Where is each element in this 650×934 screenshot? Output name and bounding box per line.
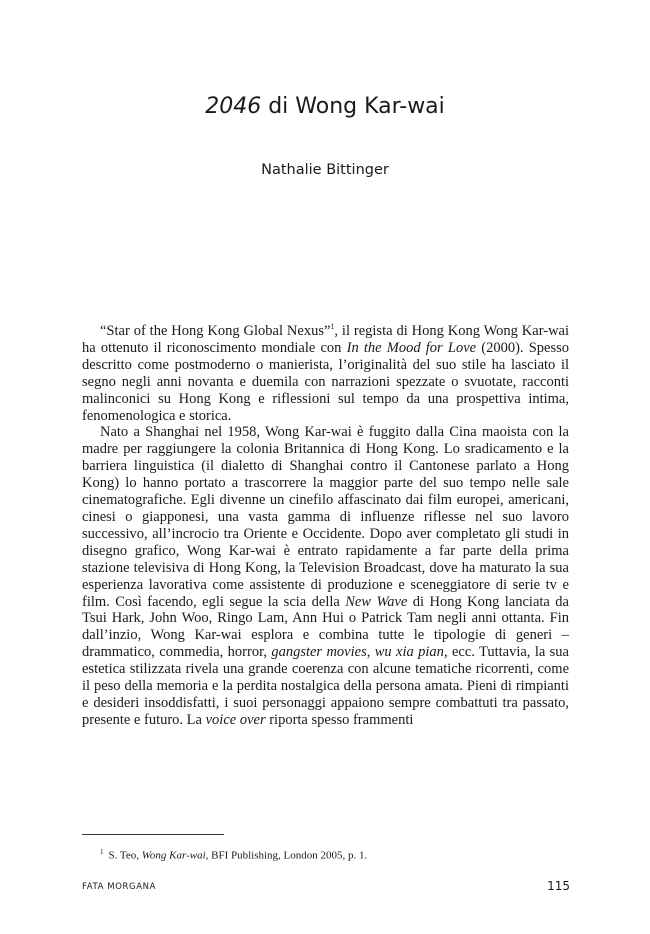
title-rest: di Wong Kar-wai: [261, 94, 445, 119]
p2-italic-wuxia: wu xia pian: [374, 644, 444, 661]
title-italic-number: 2046: [205, 94, 262, 119]
footnote-number: 1: [100, 848, 104, 856]
page-number: 115: [547, 879, 570, 893]
author-name: Nathalie Bittinger: [261, 162, 389, 178]
footnote-italic-title: Wong Kar-wai: [141, 849, 206, 862]
p2-text-d: , ecc. Tuttavia, la sua estetica stilizzata rivela una grande coerenza con alcune tematiche ricorrenti, come il peso della memoria e la perdita nostalgica della persona amata. Pieni di rimpianti e desideri insoddisfatti, i suoi personaggi appaiono sempre combattuti tra passato, presente e futuro. La: [82, 644, 569, 728]
p2-text-c: ,: [366, 644, 375, 661]
p1-text-a: “Star of the Hong Kong Global Nexus”: [100, 323, 331, 339]
article-body: [82, 323, 569, 729]
p1-text-c: (2000). Spesso descritto come postmoderno o manierista, l’originalità del suo stile ha lasciato il segno negli anni novanta e duemila con narrazioni spezzate o svuotate, racconti malinconici su Hong Kong e riflessioni sul tempo da una prospettiva intima, fenomenologica e storica.: [82, 339, 569, 424]
p1-film-title: In the Mood for Love: [346, 339, 477, 356]
footnote-text-b: , BFI Publishing, London 2005, p. 1.: [205, 849, 368, 862]
paragraph-1: [82, 323, 569, 424]
p2-text-a: Nato a Shanghai nel 1958, Wong Kar-wai è fuggito dalla Cina maoista con la madre per raggiungere la colonia Britannica di Hong Kong. Lo sradicamento e la barriera linguistica (il dialetto di Shanghai contro il Cantonese parlato a Hong Kong) lo hanno portato a trascorrere la maggior parte del suo tempo nelle sale cinematografiche. Egli divenne un cinefilo affascinato dai film europei, americani, cinesi o giapponesi, una vasta gamma di influenze riflesse nel suo lavoro successivo, all’incrocio tra Oriente e Occidente. Dopo aver completato gli studi in disegno grafico, Wong Kar-wai è entrato rapidamente a far parte della prima stazione televisiva di Hong Kong, la Television Broadcast, dove ha maturato la sua esperienza lavorativa come assistente di produzione e sceneggiatore di serie tv e film. Così facendo, egli segue la scia della: [82, 424, 569, 610]
p2-italic-gangster: gangster movies: [271, 644, 367, 661]
p2-italic-voice-over: voice over: [205, 711, 266, 728]
paragraph-2: [82, 424, 569, 728]
p1-text-b: , il regista di Hong Kong Wong Kar-wai ha ottenuto il riconoscimento mondiale con: [82, 323, 570, 356]
p2-text-e: riporta spesso frammenti: [265, 711, 414, 728]
footnote-ref-1[interactable]: 1: [330, 322, 335, 332]
footnote-1: [100, 848, 367, 862]
article-title: [0, 94, 650, 119]
publisher-name: FATA MORGANA: [82, 882, 157, 892]
footnote-text-a: S. Teo,: [108, 849, 142, 862]
p2-text-b: di Hong Kong lanciata da Tsui Hark, John Woo, Ringo Lam, Ann Hui o Patrick Tam negli anni ottanta. Fin dall’inzio, Wong Kar-wai esplora e combina tutte le tipologie di generi – drammatico, commedia, horror,: [82, 593, 569, 661]
p2-italic-new-wave: New Wave: [345, 593, 408, 610]
footnote-divider: [82, 834, 224, 835]
